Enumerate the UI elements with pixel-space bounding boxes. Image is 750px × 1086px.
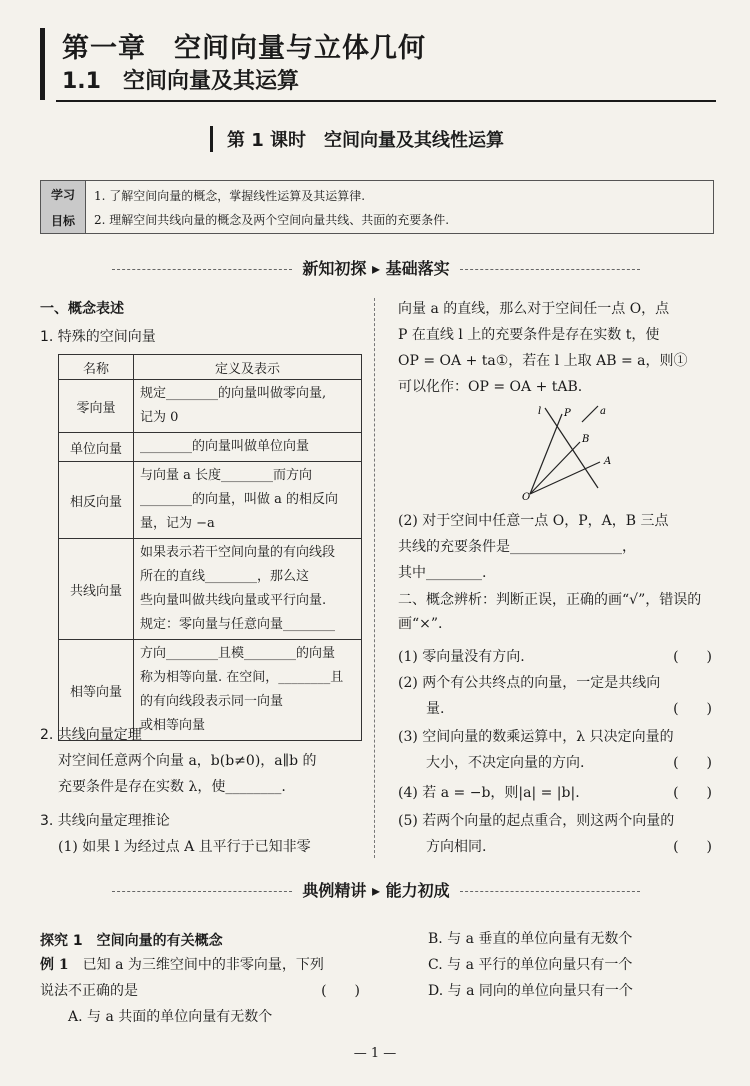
row-line: 记为 0 bbox=[140, 410, 179, 425]
collinear-condition bbox=[398, 508, 718, 586]
table-header-name: 名称 bbox=[59, 355, 134, 380]
special-vectors-heading: 1. 特殊的空间向量 bbox=[40, 329, 156, 345]
label-a: a bbox=[600, 406, 606, 417]
text-line: 可以化作：OP = OA + tAB. bbox=[398, 379, 583, 395]
row-line: ________的向量，叫做 a 的相反向 bbox=[140, 492, 339, 507]
row-line: 如果表示若干空间向量的有向线段 bbox=[140, 545, 336, 560]
row-line: 方向________且模________的向量 bbox=[140, 646, 336, 661]
row-name: 共线向量 bbox=[59, 539, 134, 640]
corollary-text: (1) 如果 l 为经过点 A 且平行于已知非零 bbox=[58, 839, 311, 855]
section-title: 1.1 空间向量及其运算 bbox=[62, 69, 299, 94]
table-header-def: 定义及表示 bbox=[134, 355, 362, 380]
line-l bbox=[545, 408, 598, 488]
text-line: 共线的充要条件是________________， bbox=[398, 539, 636, 555]
row-line: 的有向线段表示同一向量 bbox=[140, 694, 284, 709]
section-rule bbox=[56, 100, 716, 102]
answer-paren[interactable]: ( ) bbox=[673, 785, 712, 801]
question-line: (5) 若两个向量的起点重合，则这两个向量的 bbox=[398, 813, 675, 829]
text-line: OP = OA + ta①，若在 l 上取 AB = a，则① bbox=[398, 353, 688, 369]
vector-a bbox=[582, 406, 598, 422]
text-line: P 在直线 l 上的充要条件是存在实数 t，使 bbox=[398, 327, 660, 343]
example-stem bbox=[40, 952, 360, 1030]
question-line: 方向相同. bbox=[398, 839, 487, 855]
row-name: 单位向量 bbox=[59, 433, 134, 462]
example-label: 例 1 bbox=[40, 957, 69, 973]
row-line: 或相等向量 bbox=[140, 718, 206, 733]
row-line: 规定________的向量叫做零向量, bbox=[140, 386, 327, 401]
question-line: 大小，不决定向量的方向. bbox=[398, 755, 585, 771]
text-line: 对空间任意两个向量 a，b(b≠0)，a∥b 的 bbox=[58, 753, 317, 769]
label-A: A bbox=[604, 456, 612, 467]
band-left: 新知初探 bbox=[302, 259, 367, 278]
row-line: 些向量叫做共线向量或平行向量. bbox=[140, 593, 327, 608]
goals-head-top: 学习 bbox=[50, 187, 75, 202]
true-false-question bbox=[398, 808, 718, 860]
goal-item: 2. 理解空间共线向量的概念及两个空间向量共线、共面的充要条件. bbox=[94, 212, 450, 227]
chapter-title: 第一章 空间向量与立体几何 bbox=[62, 33, 426, 64]
band-left: 典例精讲 bbox=[302, 881, 367, 900]
chapter-bar bbox=[40, 28, 45, 100]
vector-OB bbox=[530, 442, 580, 494]
row-name: 相等向量 bbox=[59, 640, 134, 741]
option-B: B. 与 a 垂直的单位向量有无数个 bbox=[428, 931, 633, 947]
learning-goals-box bbox=[40, 180, 714, 234]
example-options-right bbox=[428, 926, 633, 1004]
answer-paren[interactable]: ( ) bbox=[673, 701, 712, 717]
section-band-examples bbox=[40, 878, 712, 901]
answer-paren[interactable]: ( ) bbox=[673, 755, 712, 771]
text-line: 向量 a 的直线，那么对于空间任一点 O，点 bbox=[398, 301, 670, 317]
table-row bbox=[59, 462, 362, 539]
corollary-heading: 3. 共线向量定理推论 bbox=[40, 813, 170, 829]
text-line: 充要条件是存在实数 λ，使________. bbox=[58, 779, 286, 795]
label-B: B bbox=[582, 434, 590, 445]
goal-item: 1. 了解空间向量的概念，掌握线性运算及其运算律. bbox=[94, 188, 366, 203]
answer-paren[interactable]: ( ) bbox=[673, 839, 712, 855]
corollary-continued bbox=[398, 296, 718, 400]
definition-table bbox=[58, 354, 362, 741]
goals-head-bottom: 目标 bbox=[50, 213, 75, 228]
band-right: 基础落实 bbox=[385, 259, 450, 278]
goals-body bbox=[86, 181, 713, 233]
text-line: 其中________. bbox=[398, 565, 487, 581]
table-row bbox=[59, 380, 362, 433]
triangle-icon: ▸ bbox=[371, 881, 381, 900]
label-l: l bbox=[538, 406, 542, 417]
row-line: 与向量 a 长度________而方向 bbox=[140, 468, 313, 483]
question-line: (4) 若 a = −b，则|a| = |b|. bbox=[398, 785, 580, 801]
column-divider bbox=[374, 298, 375, 858]
page-number: — 1 — bbox=[353, 1046, 397, 1061]
question-line: 量. bbox=[398, 701, 445, 717]
option-A: A. 与 a 共面的单位向量有无数个 bbox=[68, 1009, 273, 1025]
question-line: (3) 空间向量的数乘运算中，λ 只决定向量的 bbox=[398, 729, 674, 745]
triangle-icon: ▸ bbox=[371, 259, 381, 278]
table-row bbox=[59, 433, 362, 462]
answer-paren[interactable]: ( ) bbox=[673, 649, 712, 665]
answer-paren[interactable]: ( ) bbox=[321, 983, 360, 999]
section-band-new-knowledge bbox=[40, 256, 712, 279]
question-line: (1) 零向量没有方向. bbox=[398, 649, 525, 665]
true-false-question bbox=[398, 780, 718, 806]
row-line: 称为相等向量. 在空间，________且 bbox=[140, 670, 344, 685]
table-row bbox=[59, 539, 362, 640]
text-line: (2) 对于空间中任意一点 O，P，A，B 三点 bbox=[398, 513, 669, 529]
stem-line: 已知 a 为三维空间中的非零向量，下列 bbox=[82, 957, 324, 973]
option-C: C. 与 a 平行的单位向量只有一个 bbox=[428, 957, 633, 973]
true-false-question bbox=[398, 724, 718, 776]
band-right: 能力初成 bbox=[385, 881, 450, 900]
row-line: 规定：零向量与任意向量________ bbox=[140, 617, 336, 632]
analysis-heading: 二、概念辨析：判断正误，正确的画“√”，错误的画“×”. bbox=[398, 592, 702, 632]
collinear-theorem-heading: 2. 共线向量定理 bbox=[40, 727, 142, 743]
row-name: 相反向量 bbox=[59, 462, 134, 539]
vector-diagram bbox=[510, 402, 630, 502]
collinear-theorem-text bbox=[58, 748, 317, 800]
row-name: 零向量 bbox=[59, 380, 134, 433]
row-line: 所在的直线________，那么这 bbox=[140, 569, 310, 584]
row-line: 量，记为 −a bbox=[140, 516, 215, 531]
lesson-title: 第 1 课时 空间向量及其线性运算 bbox=[210, 126, 504, 152]
label-O: O bbox=[522, 492, 531, 502]
explore-heading: 探究 1 空间向量的有关概念 bbox=[40, 933, 223, 949]
stem-line: 说法不正确的是 bbox=[40, 983, 138, 999]
goals-head bbox=[41, 181, 86, 233]
question-line: (2) 两个有公共终点的向量，一定是共线向 bbox=[398, 675, 661, 691]
row-line: ________的向量叫做单位向量 bbox=[140, 439, 310, 454]
concept-heading: 一、概念表述 bbox=[40, 301, 124, 317]
label-P: P bbox=[564, 408, 571, 419]
option-D: D. 与 a 同向的单位向量只有一个 bbox=[428, 983, 633, 999]
true-false-question bbox=[398, 670, 718, 722]
true-false-question bbox=[398, 644, 718, 670]
